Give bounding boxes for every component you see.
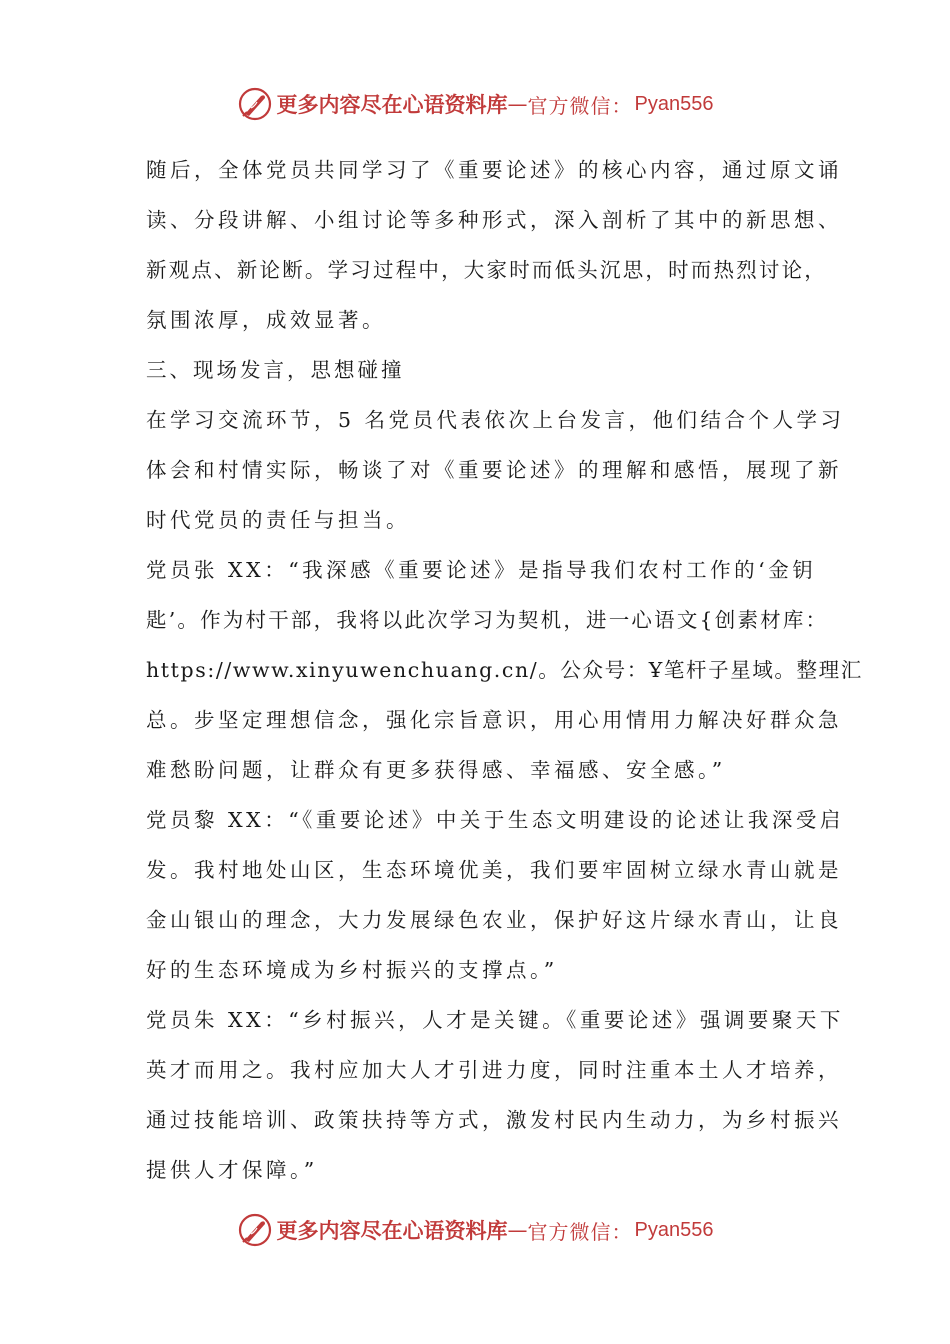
header-wechat-label: 官方微信： <box>527 93 633 118</box>
body-line: 随后，全体党员共同学习了《重要论述》的核心内容，通过原文诵 <box>146 158 842 182</box>
body-line: 党员张 XX：“我深感《重要论述》是指导我们农村工作的‘金钥 <box>146 558 817 582</box>
body-line: https://www.xinyuwenchuang.cn/。公众号：Ұ笔杆子星域。整理汇 <box>146 658 863 682</box>
header-separator: — <box>507 92 528 116</box>
body-line: 党员黎 XX：“《重要论述》中关于生态文明建设的论述让我深受启 <box>146 808 844 832</box>
pen-quill-logo-icon <box>237 86 273 122</box>
body-line: 氛围浓厚，成效显著。 <box>146 308 386 332</box>
footer-banner <box>0 1210 950 1250</box>
body-line: 通过技能培训、政策扶持等方式，激发村民内生动力，为乡村振兴 <box>146 1108 842 1132</box>
body-line: 在学习交流环节，5 名党员代表依次上台发言，他们结合个人学习 <box>146 408 845 432</box>
body-line: 英才而用之。我村应加大人才引进力度，同时注重本土人才培养， <box>146 1058 842 1082</box>
body-line: 读、分段讲解、小组讨论等多种形式，深入剖析了其中的新思想、 <box>146 208 842 232</box>
body-line: 新观点、新论断。学习过程中，大家时而低头沉思，时而热烈讨论， <box>146 258 827 282</box>
body-line: 时代党员的责任与担当。 <box>146 508 410 532</box>
body-line: 总。步坚定理想信念，强化宗旨意识，用心用情用力解决好群众急 <box>146 708 842 732</box>
header-wechat-id: Pyan556 <box>634 92 714 115</box>
document-body <box>146 150 863 1200</box>
body-line: 难愁盼问题，让群众有更多获得感、幸福感、安全感。” <box>146 758 726 782</box>
section-heading: 三、现场发言，思想碰撞 <box>146 358 405 382</box>
header-banner <box>0 84 950 124</box>
body-line: 发。我村地处山区，生态环境优美，我们要牢固树立绿水青山就是 <box>146 858 842 882</box>
footer-separator: — <box>507 1218 528 1242</box>
header-brand-text: 更多内容尽在心语资料库 <box>276 92 508 117</box>
footer-wechat-id: Pyan556 <box>634 1218 714 1241</box>
pen-quill-logo-icon <box>237 1212 273 1248</box>
body-line: 提供人才保障。” <box>146 1158 318 1182</box>
body-line: 好的生态环境成为乡村振兴的支撑点。” <box>146 958 558 982</box>
body-line: 党员朱 XX：“乡村振兴，人才是关键。《重要论述》强调要聚天下 <box>146 1008 844 1032</box>
footer-brand-text: 更多内容尽在心语资料库 <box>276 1218 508 1243</box>
body-line: 金山银山的理念，大力发展绿色农业，保护好这片绿水青山，让良 <box>146 908 842 932</box>
body-line: 匙’。作为村干部，我将以此次学习为契机，进一心语文{创素材库： <box>146 608 829 632</box>
footer-wechat-label: 官方微信： <box>527 1219 633 1244</box>
body-line: 体会和村情实际，畅谈了对《重要论述》的理解和感悟，展现了新 <box>146 458 842 482</box>
